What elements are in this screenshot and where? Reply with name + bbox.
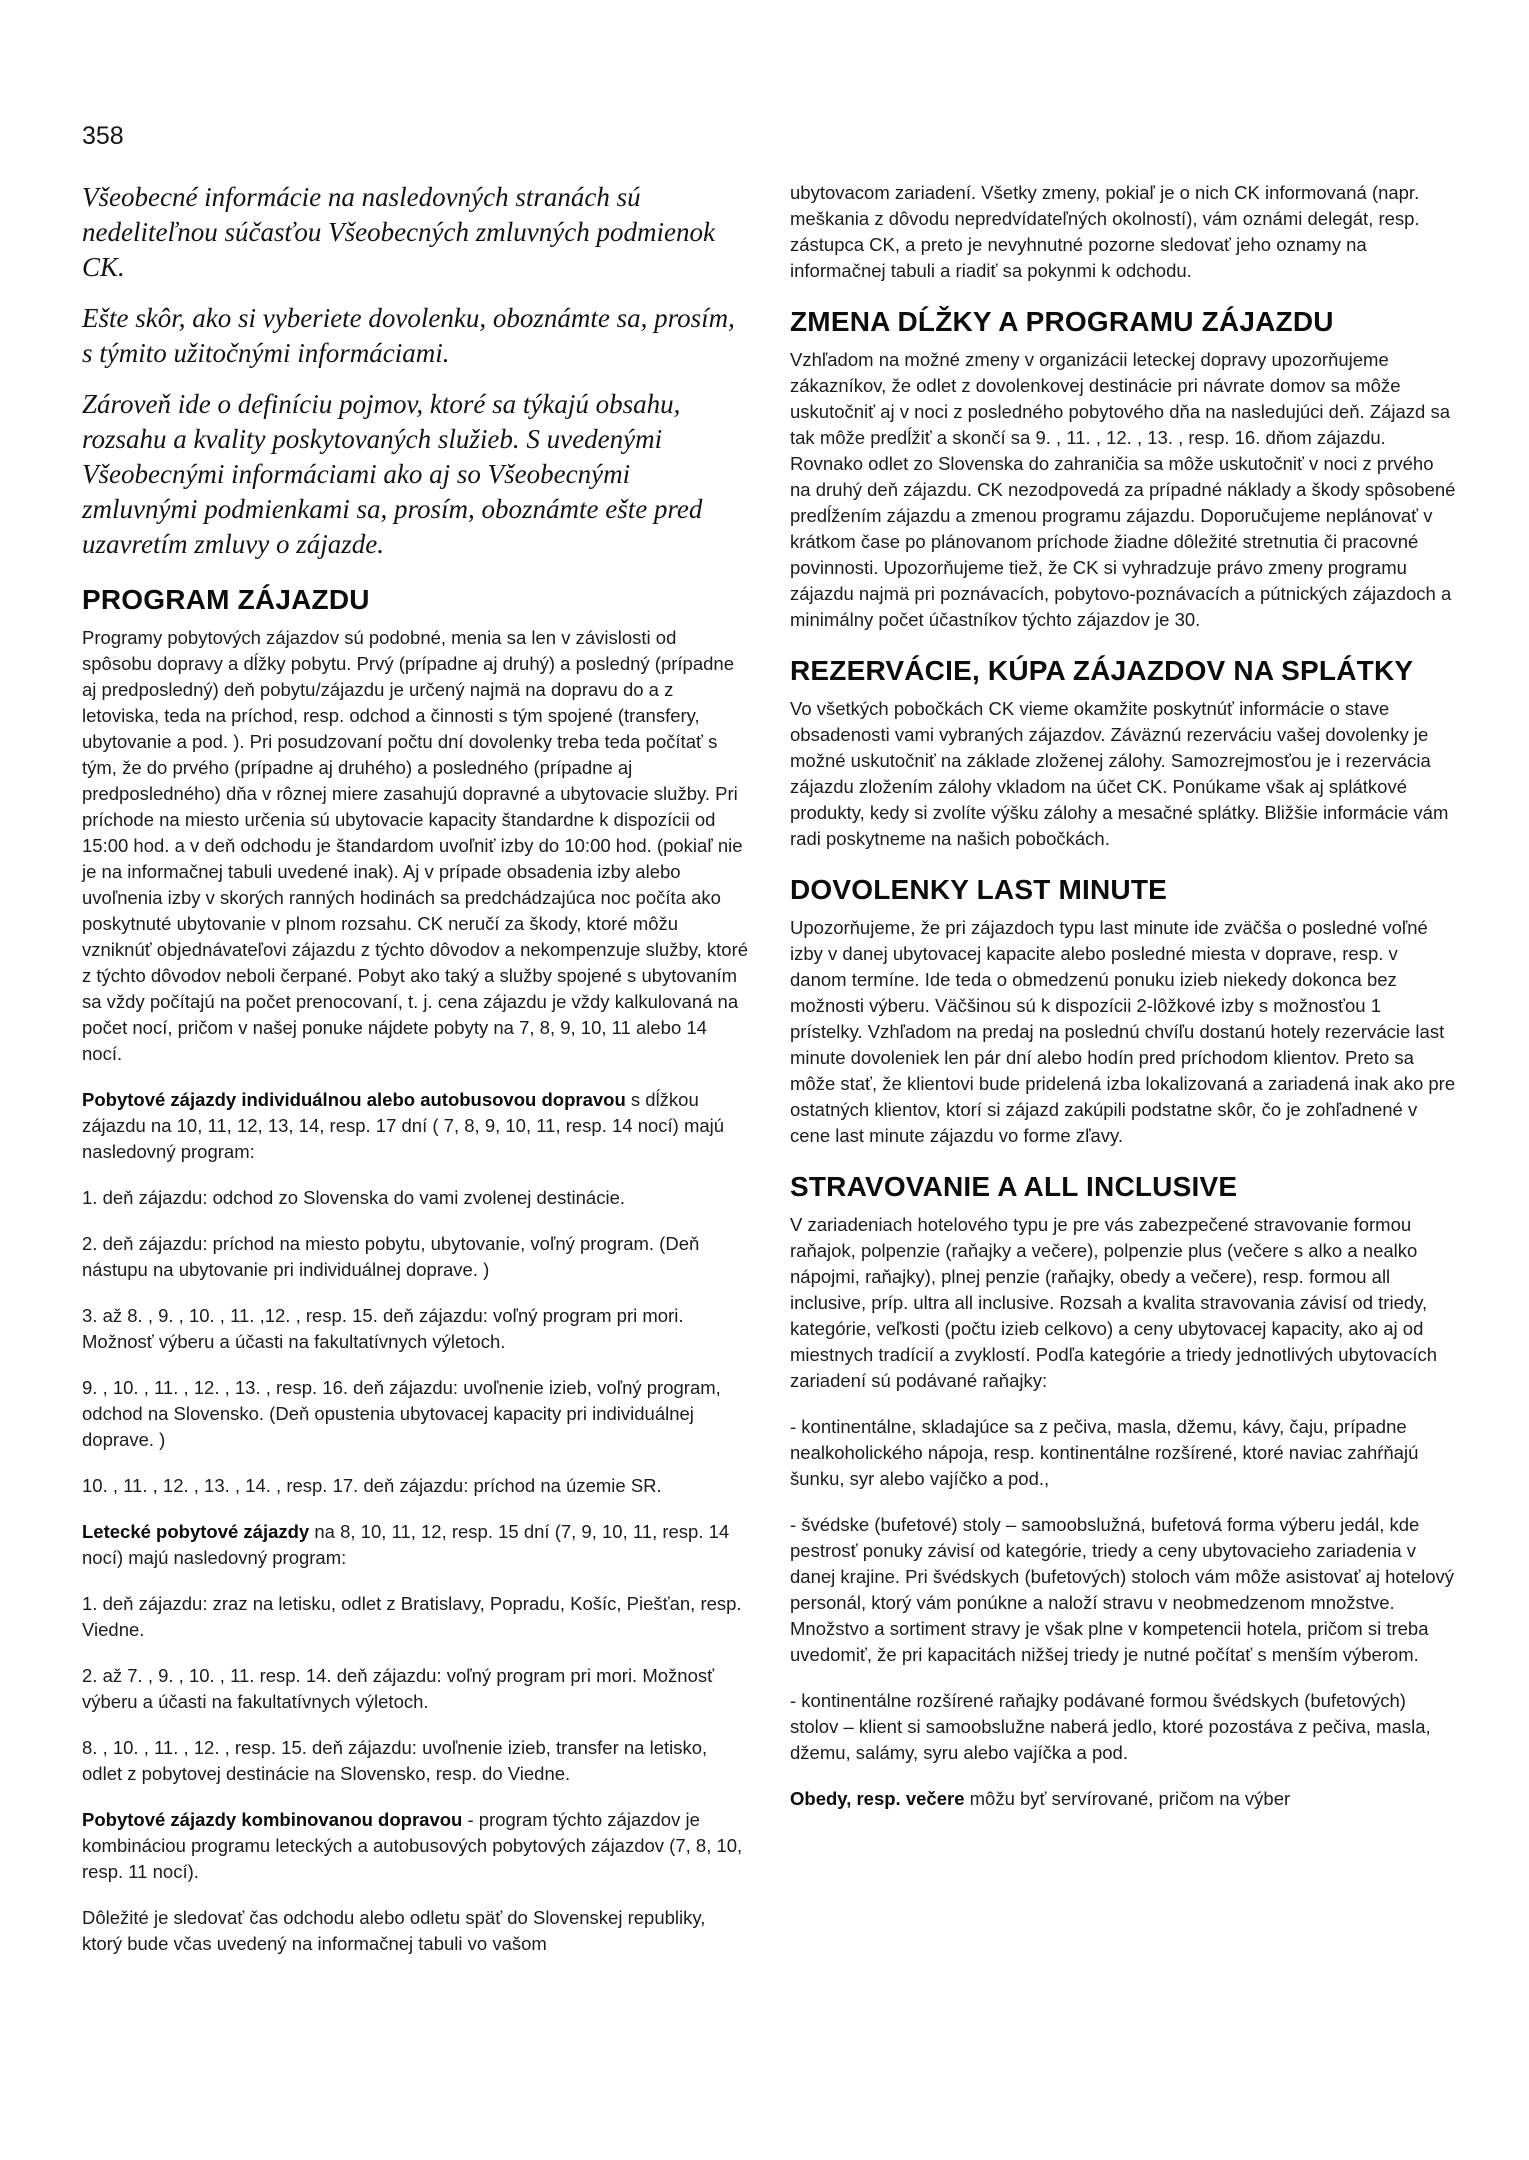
stravovanie-body: V zariadeniach hotelového typu je pre vás zabezpečené stravovanie formou raňajok, polpenzie (raňajky a večere), polpenzie plus (večere s alko a nealko nápojmi, raňajky), plnej penzie (raňajky, obedy a večere), resp. formou all inclusive, príp. ultra all inclusive. Rozsah a kvalita stravovania závisí od triedy, kategórie, veľkosti (počtu izieb celkovo) a ceny ubytovacej kapacity, ako aj od miestnych tradícií a zvyklostí. Podľa kategórie a triedy jednotlivých ubytovacích zariadení sú podávané raňajky: (790, 1214, 1438, 1391)
dovolenky-last-minute-body: Upozorňujeme, že pri zájazdoch typu last minute ide zväčša o posledné voľné izby v danej ubytovacej kapacite alebo posledné miesta v doprave, resp. v danom termíne. Ide teda o obmedzenú ponuku izieb niekedy dokonca bez možnosti výberu. Väčšinou sú k dispozícii 2-lôžkové izby s možnosťou 1 prístelky. Vzhľadom na predaj na poslednú chvíľu dostanú hotely rezervácie last minute dovoleniek len pár dní alebo hodín pred príchodom klientov. Preto sa môže stať, že klientovi bude pridelená izba lokalizovaná a zariadená inak ako pre ostatných klientov, ktorí si zájazd zakúpili podstatne skôr, čo je zohľadnené v cene last minute zájazdu vo forme zľavy. (790, 917, 1456, 1146)
heading-zmena-dlzky: ZMENA DĹŽKY A PROGRAMU ZÁJAZDU (790, 306, 1334, 337)
individual-day-2: 2. deň zájazdu: príchod na miesto pobytu, ubytovanie, voľný program. (Deň nástupu na ubytovanie pri individuálnej doprave. ) (82, 1233, 700, 1280)
heading-stravovanie: STRAVOVANIE A ALL INCLUSIVE (790, 1171, 1238, 1202)
breakfast-item-continental: - kontinentálne, skladajúce sa z pečiva, masla, džemu, kávy, čaju, prípadne nealkoholického nápoja, resp. kontinentálne rozšírené, ktoré naviac zahŕňajú šunku, syr alebo vajíčko a pod., (790, 1416, 1419, 1489)
right-column (790, 180, 1458, 1957)
intro-paragraph-3: Zároveň ide o definíciu pojmov, ktoré sa týkajú obsahu, rozsahu a kvality poskytovaných služieb. S uvedenými Všeobecnými informáciami ako aj so Všeobecnými zmluvnými podmienkami sa, prosím, oboznámte ešte pred uzavretím zmluvy o zájazde. (82, 389, 703, 559)
left-column (82, 180, 750, 1957)
two-column-layout (82, 180, 1458, 1957)
rezervacie-body: Vo všetkých pobočkách CK vieme okamžite poskytnúť informácie o stave obsadenosti vami vybraných zájazdov. Záväznú rezerváciu vašej dovolenky je možné uskutočniť na základe zloženej zálohy. Samozrejmosťou je i rezervácia zájazdu zložením zálohy vkladom na účet CK. Ponúkame však aj splátkové produkty, kedy si zvolíte výšku zálohy a mesačné splátky. Bližšie informácie vám radi poskytneme na našich pobočkách. (790, 698, 1449, 849)
air-day-3: 8. , 10. , 11. , 12. , resp. 15. deň zájazdu: uvoľnenie izieb, transfer na letisko, odlet z pobytovej destinácie na Slovensko, resp. do Viedne. (82, 1737, 708, 1784)
lead-combined-tours (82, 1807, 750, 1885)
air-day-2: 2. až 7. , 9. , 10. , 11. resp. 14. deň zájazdu: voľný program pri mori. Možnosť výberu a účasti na fakultatívnych výletoch. (82, 1665, 715, 1712)
heading-program-zajazdu: PROGRAM ZÁJAZDU (82, 584, 370, 615)
obedy-vecere-rest: môžu byť servírované, pričom na výber (964, 1788, 1291, 1809)
heading-dovolenky-last-minute: DOVOLENKY LAST MINUTE (790, 874, 1168, 905)
continuation-paragraph: ubytovacom zariadení. Všetky zmeny, pokiaľ je o nich CK informovaná (napr. meškania z dôvodu nepredvídateľných okolností), vám oznámi delegát, resp. zástupca CK, a preto je nevyhnutné pozorne sledovať jeho oznamy na informačnej tabuli a riadiť sa pokynmi k odchodu. (790, 182, 1420, 281)
lead-combined-bold: Pobytové zájazdy kombinovanou dopravou (82, 1809, 463, 1830)
obedy-vecere-paragraph (790, 1786, 1458, 1812)
lead-individual-rest: s dĺžkou zájazdu na 10, 11, 12, 13, 14, resp. 17 dní ( 7, 8, 9, 10, 11, resp. 14 nocí) majú nasledovný program: (82, 1089, 725, 1162)
zmena-dlzky-body: Vzhľadom na možné zmeny v organizácii leteckej dopravy upozorňujeme zákazníkov, že odlet z dovolenkovej destinácie pri návrate domov sa môže uskutočniť aj v noci z posledného pobytového dňa na nasledujúci deň. Zájazd sa tak môže predĺžiť a skončí sa 9. , 11. , 12. , 13. , resp. 16. dňom zájazdu. Rovnako odlet zo Slovenska do zahraničia sa môže uskutočniť v noci z prvého na druhý deň zájazdu. CK nezodpovedá za prípadné náklady a škody spôsobené predĺžením zájazdu a zmenou programu zájazdu. Doporučujeme neplánovať v krátkom čase po plánovanom príchode žiadne dôležité stretnutia či pracovné povinnosti. Upozorňujeme tiež, že CK si vyhradzuje právo zmeny programu zájazdu najmä pri poznávacích, pobytovo-poznávacích a pútnických zájazdoch a minimálny počet účastníkov týchto zájazdov je 30. (790, 349, 1456, 630)
intro-paragraph-1: Všeobecné informácie na nasledovných stranách sú nedeliteľnou súčasťou Všeobecných zmluvných podmienok CK. (82, 182, 715, 282)
lead-combined-rest: - program týchto zájazdov je kombináciou programu leteckých a autobusových pobytových zájazdov (7, 8, 10, resp. 11 nocí). (82, 1809, 743, 1882)
individual-day-5: 10. , 11. , 12. , 13. , 14. , resp. 17. deň zájazdu: príchod na územie SR. (82, 1475, 662, 1496)
obedy-vecere-bold: Obedy, resp. večere (790, 1788, 965, 1809)
breakfast-item-continental-extended: - kontinentálne rozšírené raňajky podávané formou švédskych (bufetových) stolov – klient si samoobslužne naberá jedlo, ktoré pozostáva z pečiva, masla, džemu, salámy, syru alebo vajíčka a pod. (790, 1690, 1431, 1763)
intro-paragraph-2: Ešte skôr, ako si vyberiete dovolenku, oboznámte sa, prosím, s týmito užitočnými informáciami. (82, 303, 735, 368)
breakfast-item-buffet: - švédske (bufetové) stoly – samoobslužná, bufetová forma výberu jedál, kde pestrosť ponuky závisí od kategórie, triedy a ceny ubytovacieho zariadenia v danej krajine. Pri švédskych (bufetových) stoloch vám môže asistovať aj hotelový personál, ktorý vám ponúkne a naloží stravu v neobmedzenom množstve. Množstvo a sortiment stravy je však plne v kompetencii hotela, pričom si treba uvedomiť, že pri kapacitách nižšej triedy je nutné počítať s menším výberom. (790, 1514, 1454, 1665)
page-number: 358 (82, 122, 124, 150)
important-note: Dôležité je sledovať čas odchodu alebo odletu späť do Slovenskej republiky, ktorý bude včas uvedený na informačnej tabuli vo vašom (82, 1907, 706, 1954)
lead-air-tours (82, 1519, 750, 1571)
heading-rezervacie: REZERVÁCIE, KÚPA ZÁJAZDOV NA SPLÁTKY (790, 655, 1414, 686)
lead-air-rest: na 8, 10, 11, 12, resp. 15 dní (7, 9, 10, 11, resp. 14 nocí) majú nasledovný program: (82, 1521, 730, 1568)
program-zajazdu-body: Programy pobytových zájazdov sú podobné, menia sa len v závislosti od spôsobu dopravy a dĺžky pobytu. Prvý (prípadne aj druhý) a posledný (prípadne aj predposledný) deň pobytu/zájazdu je určený najmä na dopravu do a z letoviska, teda na príchod, resp. odchod a činnosti s tým spojené (transfery, ubytovanie a pod. ). Pri posudzovaní počtu dní dovolenky treba teda počítať s tým, že do prvého (prípadne aj druhého) a posledného (prípadne aj predposledného) dňa v rôznej miere zasahujú dopravné a ubytovacie služby. Pri príchode na miesto určenia sú ubytovacie kapacity štandardne k dispozícii od 15:00 hod. a v deň odchodu je štandardom uvoľniť izby do 10:00 hod. (pokiaľ nie je na informačnej tabuli uvedené inak). Aj v prípade obsadenia izby alebo uvoľnenia izby v skorých ranných hodinách sa predchádzajúca noc počíta ako poskytnuté ubytovanie v plnom rozsahu. CK neručí za škody, ktoré môžu vzniknúť objednávateľovi zájazdu z týchto dôvodov a nekompenzuje služby, ktoré z týchto dôvodov neboli čerpané. Pobyt ako taký a služby spojené s ubytovaním sa vždy počítajú na počet prenocovaní, t. j. cena zájazdu je vždy kalkulovaná na počet nocí, pričom v našej ponuke nájdete pobyty na 7, 8, 9, 10, 11 alebo 14 nocí. (82, 627, 749, 1064)
individual-day-1: 1. deň zájazdu: odchod zo Slovenska do vami zvolenej destinácie. (82, 1187, 626, 1208)
lead-individual-bus-tours (82, 1087, 750, 1165)
lead-individual-bold: Pobytové zájazdy individuálnou alebo autobusovou dopravou (82, 1089, 626, 1110)
individual-day-4: 9. , 10. , 11. , 12. , 13. , resp. 16. deň zájazdu: uvoľnenie izieb, voľný program, odchod na Slovensko. (Deň opustenia ubytovacej kapacity pri individuálnej doprave. ) (82, 1377, 721, 1450)
air-day-1: 1. deň zájazdu: zraz na letisku, odlet z Bratislavy, Popradu, Košíc, Piešťan, resp. Viedne. (82, 1593, 742, 1640)
lead-air-bold: Letecké pobytové zájazdy (82, 1521, 310, 1542)
individual-day-3: 3. až 8. , 9. , 10. , 11. ,12. , resp. 15. deň zájazdu: voľný program pri mori. Možnosť výberu a účasti na fakultatívnych výletoch. (82, 1305, 684, 1352)
